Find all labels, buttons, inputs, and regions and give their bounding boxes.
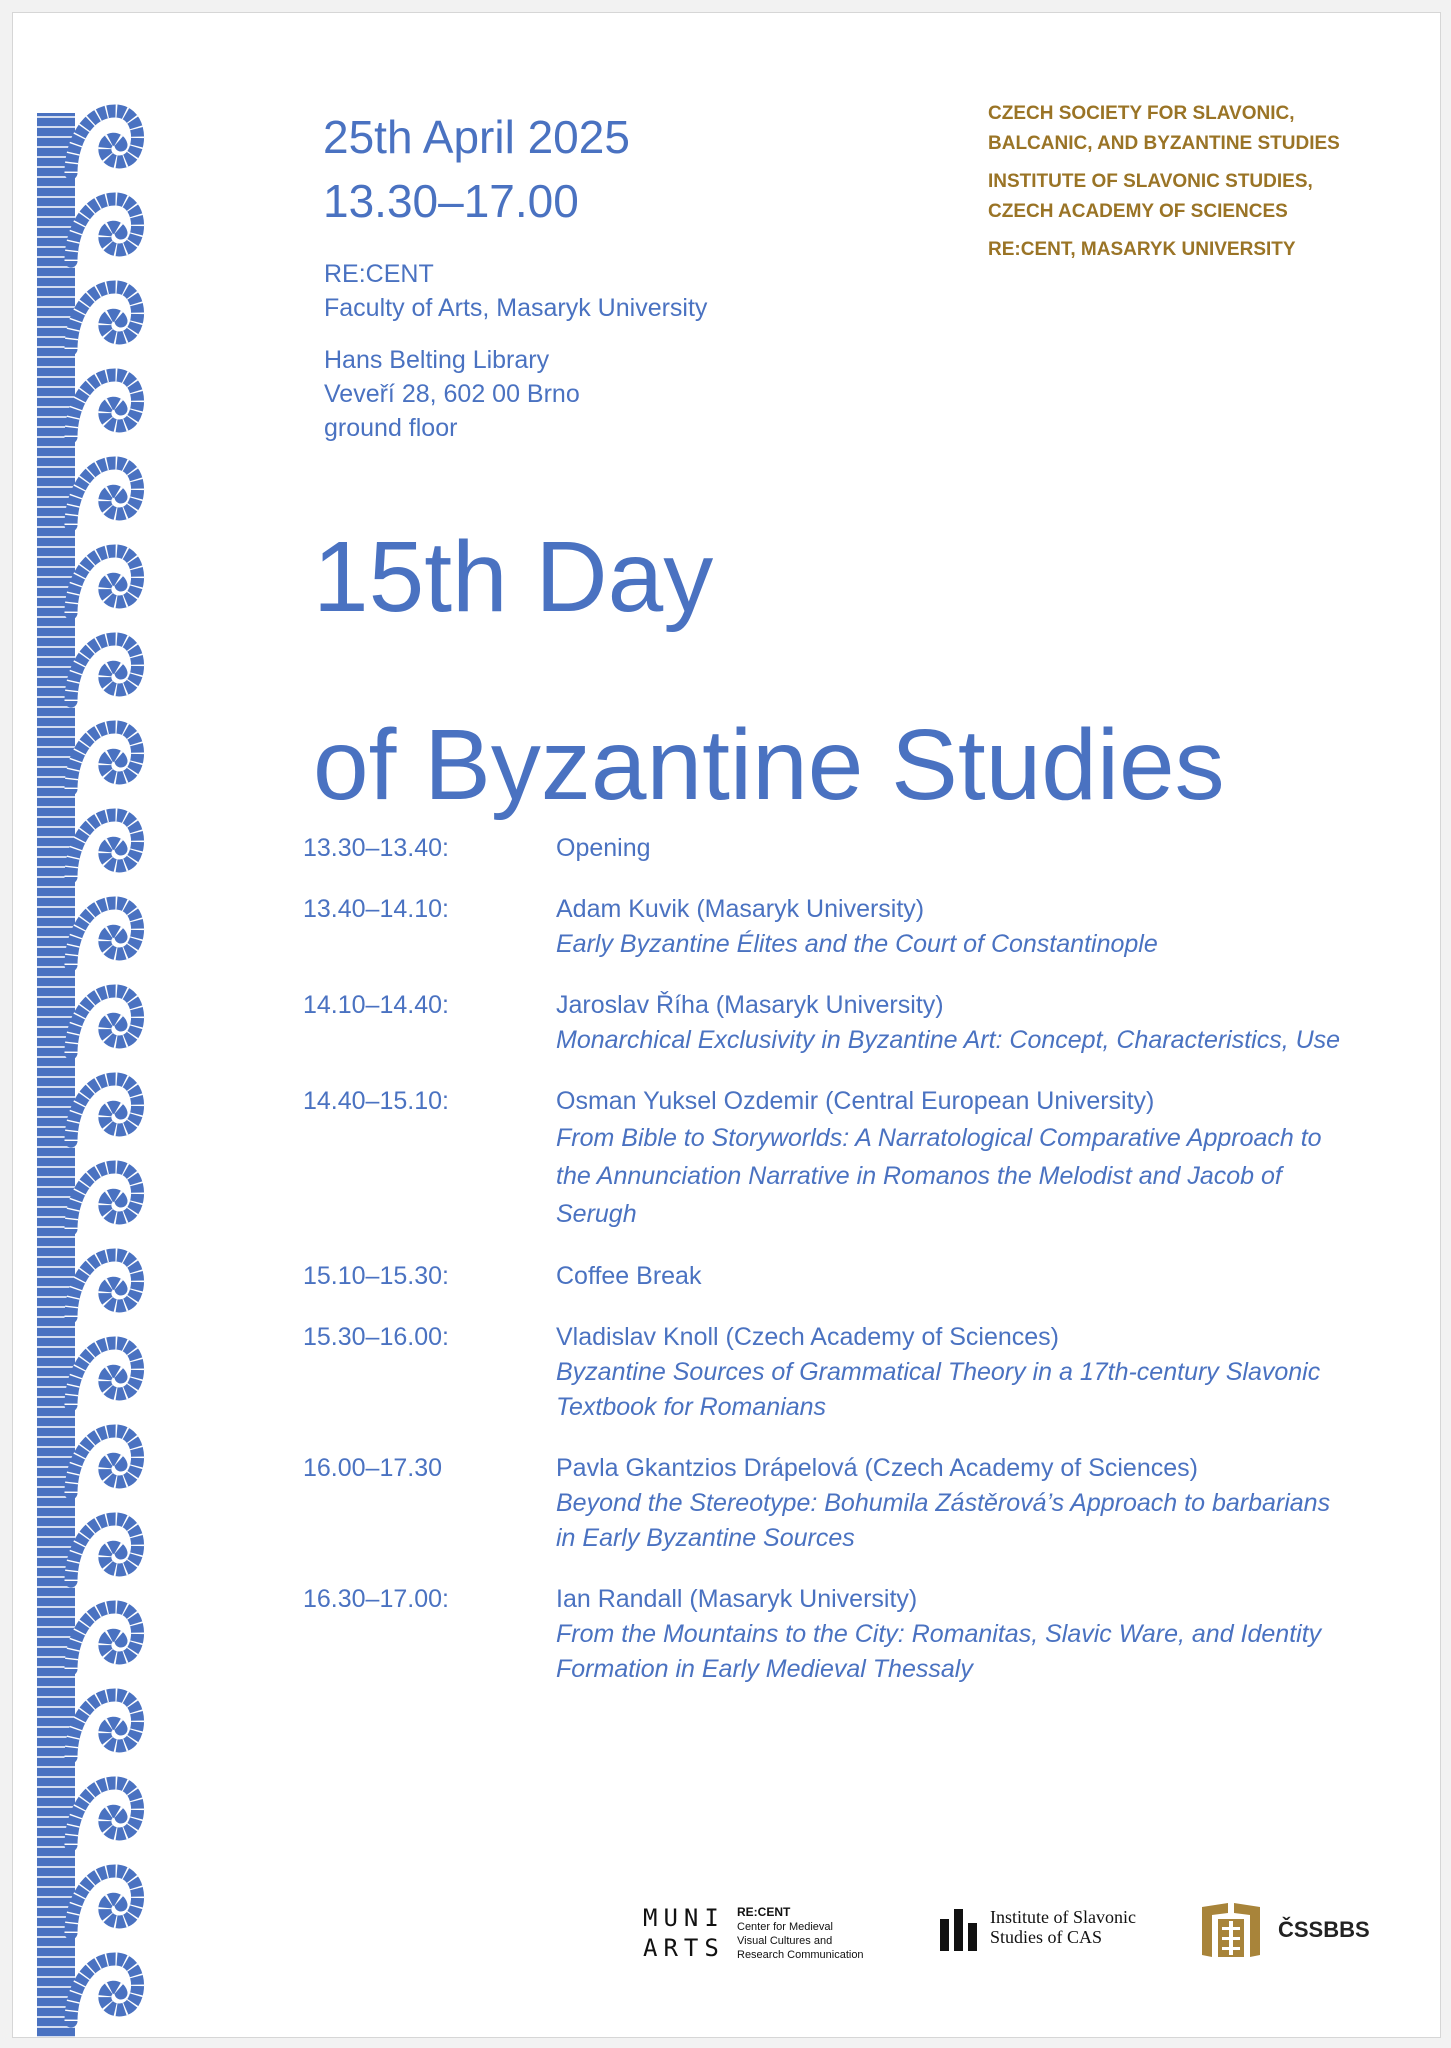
program-talk-title: Byzantine Sources of Grammatical Theory in a 17th-century Slavonic Textbook for Romanians — [556, 1358, 1321, 1421]
wave-spiral — [71, 1255, 138, 1317]
wave-spiral — [71, 1607, 138, 1669]
program-speaker: Pavla Gkantzios Drápelová (Czech Academy of Sciences) — [556, 1454, 1198, 1482]
wave-spiral — [71, 1959, 138, 2021]
wave-spiral — [71, 111, 138, 173]
event-time: 13.30–17.00 — [323, 175, 579, 227]
wave-spiral — [71, 1519, 138, 1581]
location-line: Veveří 28, 602 00 Brno — [324, 380, 580, 408]
wave-spiral — [71, 815, 138, 877]
program-row — [303, 1259, 1343, 1294]
program-time: 13.40–14.10: — [303, 895, 449, 923]
poster-page — [12, 12, 1441, 2038]
wave-spiral — [71, 287, 138, 349]
program-row — [303, 988, 1343, 1058]
program-speaker: Jaroslav Říha (Masaryk University) — [556, 991, 944, 1019]
program-speaker: Coffee Break — [556, 1262, 702, 1290]
program-row — [303, 1451, 1343, 1556]
venue-block — [324, 257, 707, 325]
program-speaker: Ian Randall (Masaryk University) — [556, 1585, 918, 1613]
wave-spiral — [71, 903, 138, 965]
partner-logos — [643, 1895, 1383, 1975]
organizer-line: CZECH SOCIETY FOR SLAVONIC, — [988, 103, 1295, 124]
wave-spiral — [71, 639, 138, 701]
program-talk-title: From the Mountains to the City: Romanitas, Slavic Ware, and Identity Formation in Early Medieval Thessaly — [556, 1620, 1322, 1683]
wave-spiral — [71, 727, 138, 789]
mosaic-wave-border — [27, 83, 147, 2038]
program-time: 15.30–16.00: — [303, 1323, 449, 1351]
program-time: 16.30–17.00: — [303, 1585, 449, 1613]
event-date: 25th April 2025 — [323, 111, 630, 163]
location-line: ground floor — [324, 414, 458, 442]
program-speaker: Osman Yuksel Ozdemir (Central European University) — [556, 1087, 1155, 1115]
venue-line: Faculty of Arts, Masaryk University — [324, 294, 708, 322]
organizer-line: RE:CENT, MASARYK UNIVERSITY — [988, 239, 1296, 260]
program-time: 15.10–15.30: — [303, 1262, 449, 1290]
program-row — [303, 831, 1343, 866]
location-block — [324, 343, 580, 445]
wave-spiral — [71, 1431, 138, 1493]
program-row — [303, 1582, 1343, 1687]
program-row — [303, 1084, 1343, 1233]
wave-spiral — [71, 1783, 138, 1845]
program-speaker: Adam Kuvik (Masaryk University) — [556, 895, 925, 923]
program-time: 16.00–17.30 — [303, 1454, 443, 1482]
organizer-line: CZECH ACADEMY OF SCIENCES — [988, 201, 1288, 222]
program-time: 14.10–14.40: — [303, 991, 449, 1019]
title-line-2: of Byzantine Studies — [313, 709, 1225, 821]
venue-line: RE:CENT — [324, 260, 434, 288]
program-time: 13.30–13.40: — [303, 834, 449, 862]
title-line-1: 15th Day — [313, 521, 714, 633]
location-line: Hans Belting Library — [324, 346, 550, 374]
event-date-time — [323, 105, 630, 233]
program-talk-title: Early Byzantine Élites and the Court of Constantinople — [556, 930, 1158, 958]
wave-spiral — [71, 1871, 138, 1933]
recent-logo-text: RE:CENT Center for Medieval Visual Cultures and Research Communication — [737, 1905, 864, 1961]
program-talk-title: Beyond the Stereotype: Bohumila Zástěrová’s Approach to barbarians in Early Byzantine Sources — [556, 1489, 1331, 1552]
program-row — [303, 892, 1343, 962]
wave-spiral — [71, 991, 138, 1053]
program-speaker: Opening — [556, 834, 651, 862]
wave-spiral — [71, 1079, 138, 1141]
wave-spiral — [71, 463, 138, 525]
institute-building-icon — [938, 1907, 984, 1953]
wave-spiral — [71, 1695, 138, 1757]
institute-slavonic-studies-logo: Institute of Slavonic Studies of CAS — [938, 1899, 1178, 1959]
program-talk-title: From Bible to Storyworlds: A Narratological Comparative Approach to the Annunciation Narrative in Romanos the Melodist and Jacob of Serugh — [556, 1124, 1322, 1228]
organizers-list — [988, 99, 1340, 265]
wave-spiral — [71, 375, 138, 437]
organizer-line: BALCANIC, AND BYZANTINE STUDIES — [988, 133, 1340, 154]
wave-spiral — [71, 1167, 138, 1229]
organizer-line: INSTITUTE OF SLAVONIC STUDIES, — [988, 171, 1313, 192]
program-time: 14.40–15.10: — [303, 1087, 449, 1115]
muni-arts-logo: MUNI ARTS — [643, 1904, 725, 1962]
wave-spiral — [71, 199, 138, 261]
poster-title — [313, 483, 1225, 859]
cssbbs-emblem-icon — [1198, 1899, 1264, 1961]
wave-spiral — [71, 1343, 138, 1405]
cssbbs-logo: ČSSBBS — [1198, 1897, 1398, 1967]
program-talk-title: Monarchical Exclusivity in Byzantine Art: Concept, Characteristics, Use — [556, 1026, 1341, 1054]
wave-spiral — [71, 551, 138, 613]
program-schedule — [303, 831, 1343, 1713]
program-row — [303, 1320, 1343, 1425]
program-speaker: Vladislav Knoll (Czech Academy of Sciences) — [556, 1323, 1060, 1351]
